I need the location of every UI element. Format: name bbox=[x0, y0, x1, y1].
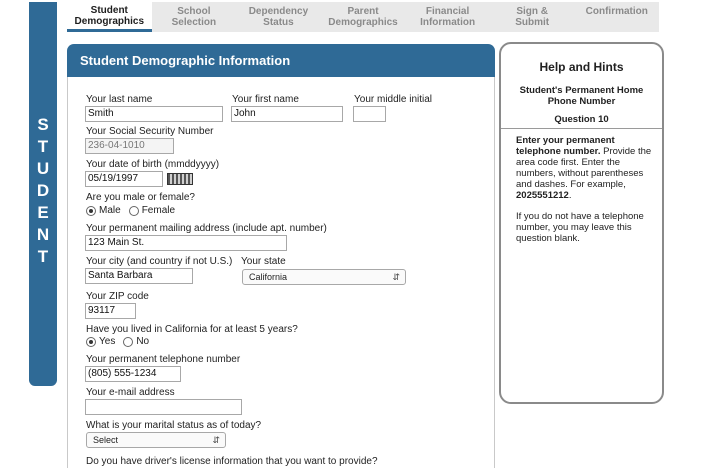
first-name-label: Your first name bbox=[232, 94, 299, 105]
help-instruction-text: Provide the area code first. Enter the numbers, without parentheses and dashes. For example, bbox=[516, 146, 652, 190]
gender-female-label: Female bbox=[141, 205, 176, 216]
address-label: Your permanent mailing address (include apt. number) bbox=[86, 223, 327, 234]
gender-radio-group bbox=[86, 205, 183, 216]
tab-label-line1: Confirmation bbox=[585, 6, 648, 17]
gender-female-option[interactable] bbox=[129, 205, 175, 216]
zip-label: Your ZIP code bbox=[86, 291, 149, 302]
calendar-icon[interactable] bbox=[167, 173, 193, 185]
form-title: Student Demographic Information bbox=[80, 53, 291, 68]
tab-label-line1: Student bbox=[90, 4, 128, 16]
gender-male-option[interactable] bbox=[86, 205, 121, 216]
step-tabs bbox=[67, 2, 659, 32]
tab-confirmation[interactable] bbox=[574, 2, 659, 32]
tab-parent-demographics[interactable] bbox=[321, 2, 406, 32]
ssn-field: 236-04-1010 bbox=[85, 138, 174, 154]
tab-label-line1: Parent bbox=[347, 6, 379, 17]
city-label: Your city (and country if not U.S.) bbox=[86, 256, 233, 267]
tab-school-selection[interactable] bbox=[152, 2, 237, 32]
banner-letter: D bbox=[36, 181, 50, 200]
banner-letter: T bbox=[37, 247, 49, 266]
phone-label: Your permanent telephone number bbox=[86, 354, 241, 365]
middle-initial-label: Your middle initial bbox=[354, 94, 433, 105]
help-panel bbox=[499, 42, 664, 404]
email-field[interactable] bbox=[85, 399, 242, 415]
tab-label-line2: Status bbox=[263, 17, 294, 28]
ca-yes-radio[interactable] bbox=[86, 337, 96, 347]
banner-letter: U bbox=[36, 159, 50, 178]
ca-yes-option[interactable] bbox=[86, 336, 115, 347]
form-header bbox=[67, 44, 495, 77]
help-body bbox=[516, 135, 656, 254]
tab-label-line1: Dependency bbox=[248, 6, 309, 17]
email-label: Your e-mail address bbox=[86, 387, 175, 398]
banner-letter: S bbox=[37, 115, 49, 134]
tab-label-line1: Financial bbox=[425, 6, 470, 17]
tab-label-line1: School bbox=[177, 6, 211, 17]
help-paragraph-1 bbox=[516, 135, 656, 201]
tab-label-line2: Information bbox=[420, 17, 476, 28]
ssn-label: Your Social Security Number bbox=[86, 126, 214, 137]
ca-residency-label: Have you lived in California for at least 5 years? bbox=[86, 324, 298, 335]
student-side-banner bbox=[29, 2, 57, 386]
ca-no-radio[interactable] bbox=[123, 337, 133, 347]
help-question-number: Question 10 bbox=[554, 114, 609, 125]
ca-no-option[interactable] bbox=[123, 336, 149, 347]
help-topic: Student's Permanent Home Phone Number bbox=[519, 85, 644, 107]
chevron-updown-icon: ⇵ bbox=[212, 435, 220, 445]
help-title: Help and Hints bbox=[539, 60, 624, 74]
tab-financial-information[interactable] bbox=[405, 2, 490, 32]
state-select[interactable] bbox=[242, 269, 406, 285]
zip-field[interactable]: 93117 bbox=[85, 303, 136, 319]
banner-letter: E bbox=[37, 203, 49, 222]
dob-field[interactable]: 05/19/1997 bbox=[85, 171, 163, 187]
state-select-value: California bbox=[249, 272, 288, 282]
help-example: 2025551212 bbox=[516, 190, 569, 201]
chevron-updown-icon: ⇵ bbox=[392, 272, 400, 282]
tab-label-line2: Submit bbox=[515, 17, 550, 28]
help-divider bbox=[501, 128, 662, 129]
tab-student-demographics[interactable] bbox=[67, 2, 152, 32]
marital-status-label: What is your marital status as of today? bbox=[86, 420, 262, 431]
dob-label: Your date of birth (mmddyyyy) bbox=[86, 159, 220, 170]
gender-label: Are you male or female? bbox=[86, 192, 195, 203]
phone-field[interactable]: (805) 555-1234 bbox=[85, 366, 181, 382]
marital-status-select[interactable] bbox=[86, 432, 226, 448]
gender-male-radio[interactable] bbox=[86, 206, 96, 216]
tab-dependency-status[interactable] bbox=[236, 2, 321, 32]
drivers-license-label: Do you have driver's license information that you want to provide? bbox=[86, 456, 378, 467]
last-name-field[interactable]: Smith bbox=[85, 106, 223, 122]
state-label: Your state bbox=[241, 256, 286, 267]
help-instruction-bold: Enter your permanent telephone number. bbox=[516, 135, 615, 157]
banner-letter: N bbox=[36, 225, 50, 244]
address-field[interactable]: 123 Main St. bbox=[85, 235, 287, 251]
city-field[interactable]: Santa Barbara bbox=[85, 268, 193, 284]
form-body bbox=[67, 77, 495, 468]
tab-sign-submit[interactable] bbox=[490, 2, 575, 32]
tab-label-line2: Selection bbox=[171, 17, 217, 28]
gender-male-label: Male bbox=[99, 205, 121, 216]
ca-residency-radio-group bbox=[86, 336, 157, 347]
ca-yes-label: Yes bbox=[99, 336, 116, 347]
first-name-field[interactable]: John bbox=[231, 106, 343, 122]
help-instruction-end: . bbox=[568, 190, 572, 201]
gender-female-radio[interactable] bbox=[129, 206, 139, 216]
ca-no-label: No bbox=[136, 336, 150, 347]
banner-letter: T bbox=[37, 137, 49, 156]
help-paragraph-2: If you do not have a telephone number, you may leave this question blank. bbox=[516, 211, 644, 244]
middle-initial-field[interactable] bbox=[353, 106, 386, 122]
tab-label-line1: Sign & bbox=[516, 6, 549, 17]
tab-label-line2: Demographics bbox=[74, 15, 145, 27]
last-name-label: Your last name bbox=[86, 94, 153, 105]
tab-label-line2: Demographics bbox=[328, 17, 398, 28]
marital-status-value: Select bbox=[93, 435, 119, 445]
banner-letters bbox=[29, 114, 57, 268]
